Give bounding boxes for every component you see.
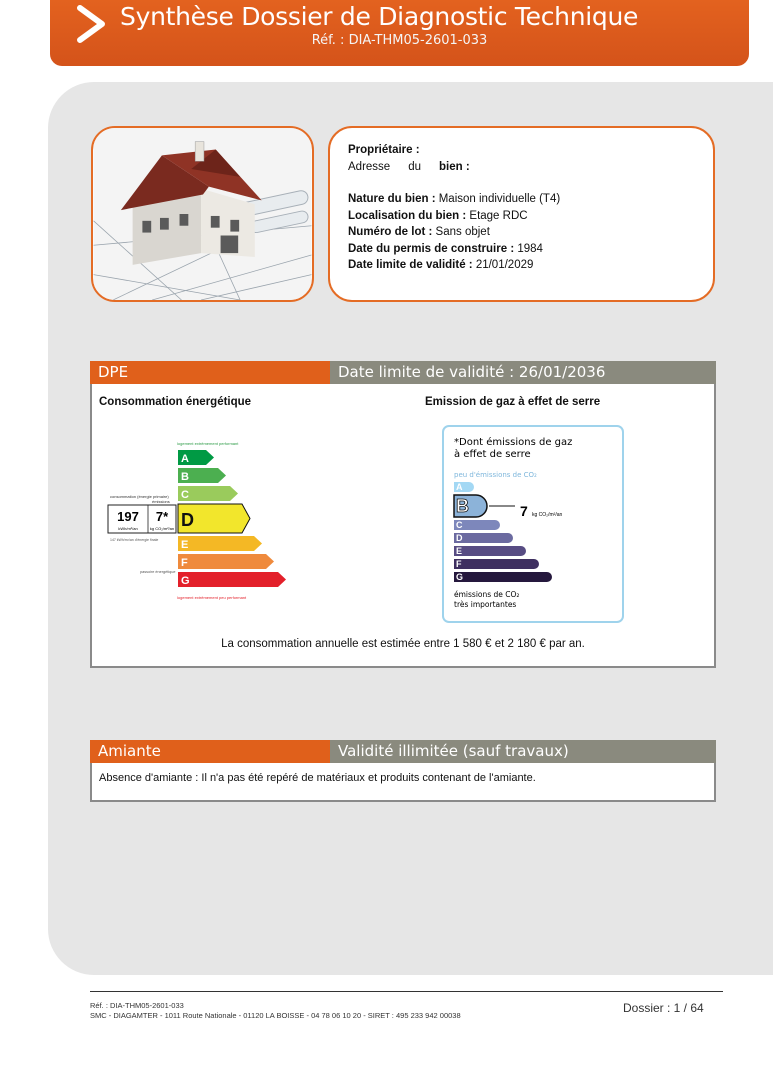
house-photo	[91, 126, 314, 302]
validity-row	[348, 257, 713, 274]
house-illustration	[93, 128, 312, 300]
ges-class-label-b: B	[456, 496, 469, 516]
ges-class-label-d: D	[456, 533, 463, 543]
footer-info	[90, 1001, 461, 1021]
page-number: Dossier : 1 / 64	[623, 1001, 704, 1015]
ges-class-bar-g	[454, 572, 552, 582]
location-value: Etage RDC	[466, 209, 528, 222]
energy-class-label-g: G	[181, 575, 190, 587]
nature-value: Maison individuelle (T4)	[435, 193, 561, 205]
validity-label: Date limite de validité :	[348, 259, 473, 271]
dpe-validity: Date limite de validité : 26/01/2036	[330, 361, 716, 384]
dossier-reference: Réf. : DIA-THM05-2601-033	[311, 33, 488, 48]
annual-cost-text: La consommation annuelle est estimée entre 1 580 € et 2 180 € par an.	[221, 638, 585, 650]
energy-class-label-f: F	[181, 557, 188, 569]
lot-row	[348, 224, 713, 241]
energy-class-bar-g	[178, 572, 286, 587]
energy-class-label-d: D	[181, 510, 194, 530]
energy-class-label-e: E	[181, 539, 189, 551]
energy-final-caption: 147 kWh/m²/an d'énergie finale	[110, 538, 159, 542]
energy-unit: kWh/m²/an	[118, 526, 138, 531]
validity-value: 21/01/2029	[472, 259, 534, 271]
footer-reference: Réf. : DIA-THM05-2601-033	[90, 1001, 184, 1010]
location-label: Localisation du bien :	[348, 209, 467, 222]
ges-class-label-c: C	[456, 520, 463, 530]
lot-value: Sans objet	[432, 226, 490, 238]
energy-passoire-caption: passoire énergétique	[140, 570, 176, 574]
address-label-1: Adresse	[348, 160, 391, 173]
page-title: Synthèse Dossier de Diagnostic Technique	[120, 2, 639, 31]
asbestos-validity: Validité illimitée (sauf travaux)	[330, 740, 716, 763]
energy-class-label-a: A	[181, 453, 189, 465]
ges-class-bar-e	[454, 546, 526, 556]
ges-rating-chart	[442, 425, 627, 625]
energy-conso-caption: consommation (énergie primaire)	[110, 494, 169, 499]
ges-class-bar-d	[454, 533, 513, 543]
asbestos-result: Absence d'amiante : Il n'a pas été repéré de matériaux et produits contenant de l'amiante.	[99, 772, 536, 784]
footer-company: SMC - DIAGAMTER - 1011 Route Nationale - 01120 LA BOISSE - 04 78 06 10 20 - SIRET : 495 233 942 00038	[90, 1011, 461, 1020]
ges-note-line1: *Dont émissions de gaz	[454, 437, 573, 448]
ges-class-label-g: G	[456, 572, 464, 582]
ges-top-caption: peu d'émissions de CO₂	[454, 471, 537, 479]
owner-label: Propriétaire :	[348, 144, 420, 156]
ges-class-label-e: E	[456, 546, 463, 556]
dpe-header	[90, 361, 716, 384]
energy-co2-unit: kg CO₂/m²/an	[149, 526, 175, 531]
energy-rating-chart	[102, 415, 332, 611]
dpe-section	[90, 361, 716, 668]
nature-row	[348, 191, 713, 208]
location-row	[348, 208, 713, 225]
ges-note-line2: à effet de serre	[454, 449, 531, 460]
asbestos-title: Amiante	[90, 740, 330, 763]
ges-bottom-caption-2: très importantes	[454, 600, 517, 609]
address-label-2: du	[408, 160, 421, 173]
asbestos-header	[90, 740, 716, 763]
energy-value: 197	[117, 509, 139, 524]
nature-label: Nature du bien :	[348, 193, 436, 205]
energy-co2-value: 7*	[155, 509, 169, 524]
permit-value: 1984	[514, 242, 543, 255]
property-info	[328, 126, 715, 302]
lot-label: Numéro de lot :	[348, 226, 433, 238]
address-label-3: bien :	[438, 160, 470, 173]
footer-divider	[90, 991, 723, 992]
energy-consumption-title: Consommation énergétique	[99, 396, 252, 408]
energy-top-caption: logement extrêmement performant	[177, 441, 239, 446]
dpe-title: DPE	[90, 361, 330, 384]
ges-class-bar-f	[454, 559, 539, 569]
energy-emission-caption: émissions	[152, 499, 170, 504]
energy-class-bar-e	[178, 536, 262, 551]
energy-class-bar-f	[178, 554, 274, 569]
ges-value: 7	[520, 503, 528, 519]
ges-bottom-caption-1: émissions de CO₂	[454, 590, 520, 599]
ges-emission-title: Emission de gaz à effet de serre	[425, 396, 601, 408]
energy-bottom-caption: logement extrêmement peu performant	[177, 595, 247, 600]
permit-label: Date du permis de construire :	[348, 242, 515, 255]
ges-class-label-f: F	[456, 559, 462, 569]
energy-class-label-c: C	[181, 489, 189, 501]
ges-class-label-a: A	[456, 482, 463, 492]
energy-class-label-b: B	[181, 471, 189, 483]
asbestos-section	[90, 740, 716, 802]
ges-unit: kg CO₂/m²/an	[532, 512, 563, 518]
permit-row	[348, 241, 713, 258]
header-banner	[50, 0, 749, 66]
address-row	[348, 159, 713, 176]
energy-bars	[178, 450, 286, 587]
